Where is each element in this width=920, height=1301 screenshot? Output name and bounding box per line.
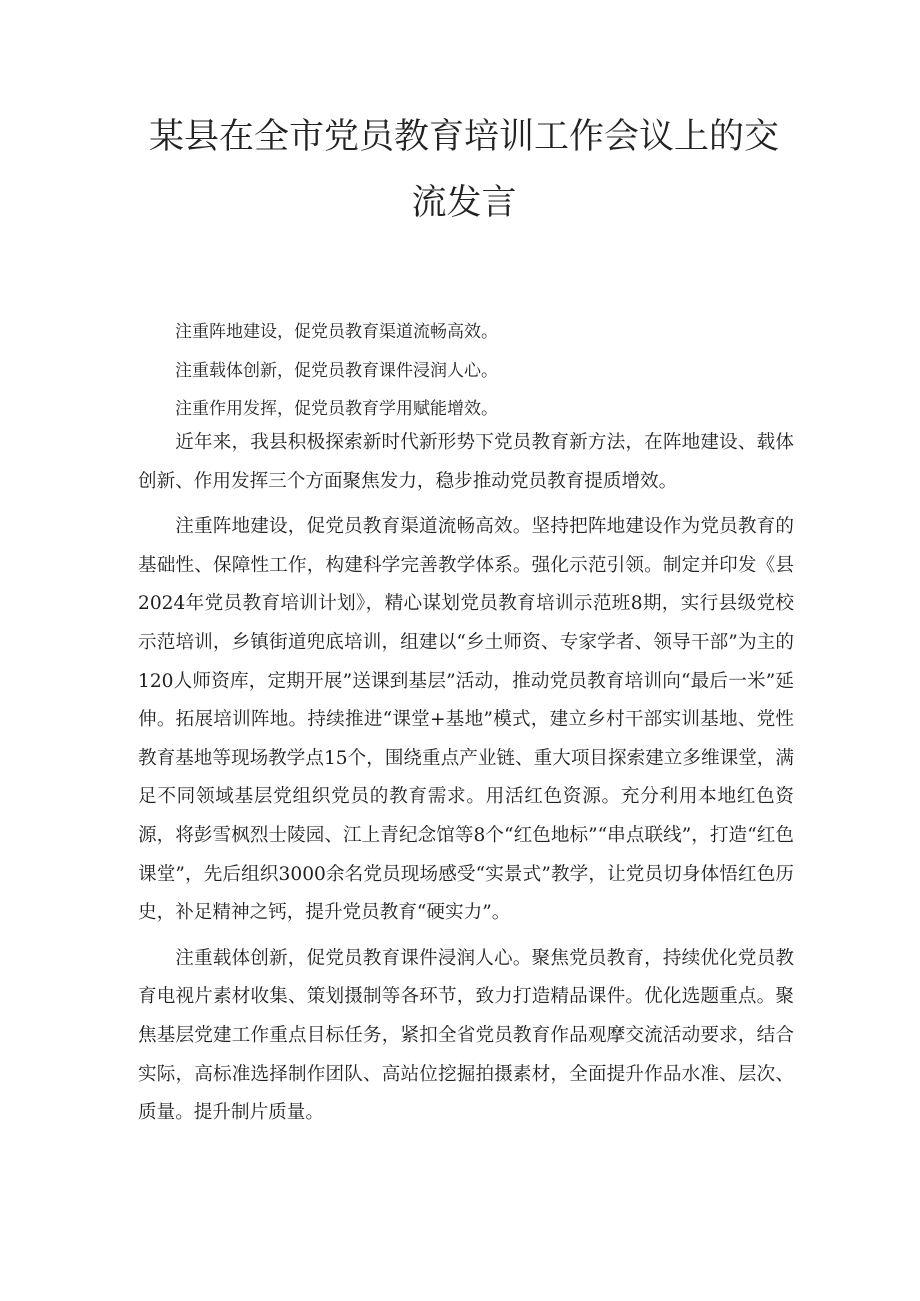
- document-body: [138, 424, 794, 1140]
- body-paragraph: 近年来，我县积极探索新时代新形势下党员教育新方法，在阵地建设、载体创新、作用发挥三个方面聚焦发力，稳步推动党员教育提质增效。: [138, 432, 794, 492]
- body-paragraph: 注重载体创新，促党员教育课件浸润人心。聚焦党员教育，持续优化党员教育电视片素材收集、策划摄制等各环节，致力打造精品课件。优化选题重点。聚焦基层党建工作重点目标任务，紧扣全省党员教育作品观摩交流活动要求，结合实际，高标准选择制作团队、高站位挖掘拍摄素材，全面提升作品水准、层次、质量。提升制片质量。: [138, 947, 794, 1124]
- body-paragraph: 注重阵地建设，促党员教育渠道流畅高效。坚持把阵地建设作为党员教育的基础性、保障性工作，构建科学完善教学体系。强化示范引领。制定并印发《县2024年党员教育培训计划》，精心谋划党员教育培训示范班8期，实行县级党校示范培训，乡镇街道兜底培训，组建以“乡土师资、专家学者、领导干部”为主的120人师资库，定期开展”送课到基层”活动，推动党员教育培训向“最后一米”延伸。拓展培训阵地。持续推进“课堂+基地”模式，建立乡村干部实训基地、党性教育基地等现场教学点15个，围绕重点产业链、重大项目探索建立多维课堂，满足不同领域基层党组织党员的教育需求。用活红色资源。充分利用本地红色资源，将彭雪枫烈士陵园、江上青纪念馆等8个“红色地标”“串点联线”，打造“红色课堂”，先后组织3000余名党员现场感受“实景式”教学，让党员切身体悟红色历史，补足精神之钙，提升党员教育“硬实力”。: [138, 516, 794, 924]
- summary-line: 注重阵地建设，促党员教育渠道流畅高效。: [175, 322, 498, 342]
- summary-line: 注重作用发挥，促党员教育学用赋能增效。: [175, 399, 498, 419]
- document-title: 某县在全市党员教育培训工作会议上的交流发言: [148, 117, 779, 223]
- summary-list: [175, 313, 775, 429]
- summary-line: 注重载体创新，促党员教育课件浸润人心。: [175, 360, 498, 381]
